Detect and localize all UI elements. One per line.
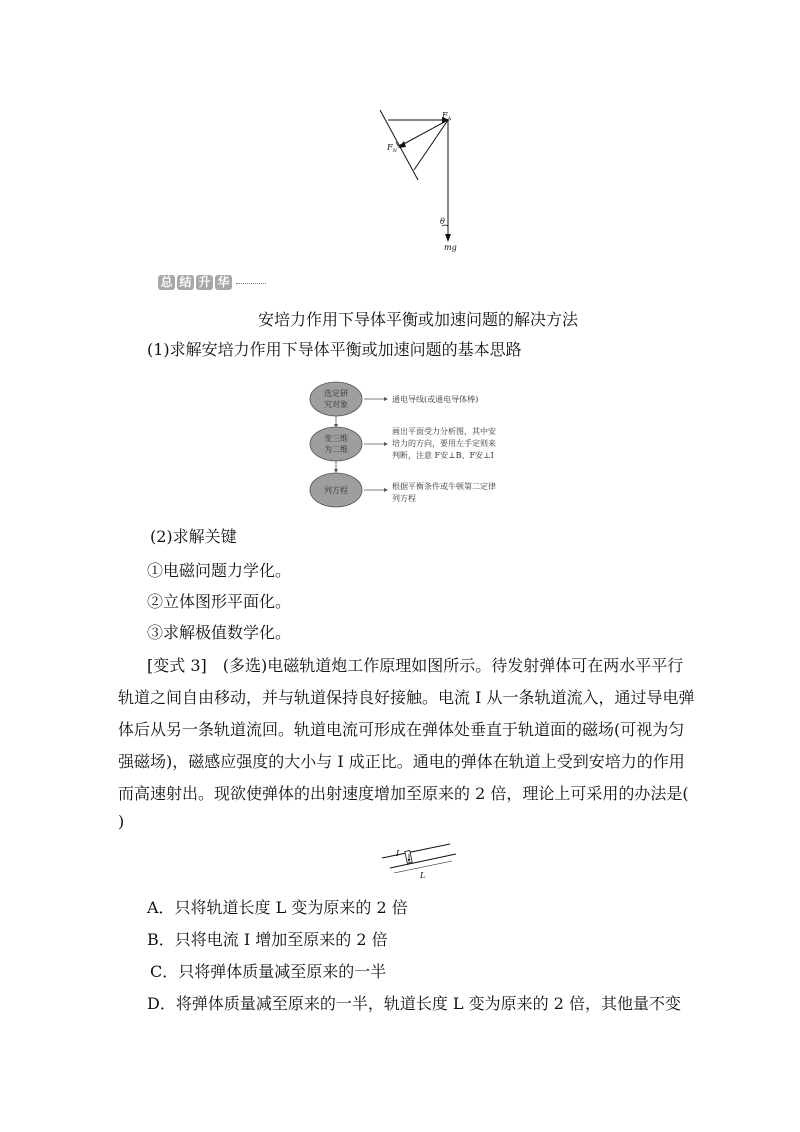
- badge-dots: [236, 283, 266, 284]
- key-2: ②立体图形平面化。: [147, 592, 292, 611]
- flowchart: [308, 380, 548, 515]
- section-title: 安培力作用下导体平衡或加速问题的解决方法: [258, 310, 579, 329]
- flow-step-3: [310, 473, 362, 507]
- option-d[interactable]: D．将弹体质量减至原来的一半，轨道长度 L 变为原来的 2 倍，其他量不变: [147, 994, 681, 1013]
- fn-label: $F_N$: [387, 143, 397, 154]
- problem-line-5: 而高速射出。现欲使弹体的出射速度增加至原来的 2 倍，理论上可采用的办法是(: [118, 784, 689, 803]
- flow-arrowhead-right-2: [384, 442, 388, 446]
- flow-step-1: [310, 382, 362, 416]
- fn-vector: [400, 120, 448, 146]
- problem-line-2: 轨道之间自由移动，并与轨道保持良好接触。电流 I 从一条轨道流入，通过导电弹: [118, 688, 695, 707]
- problem-line-6: ): [118, 812, 125, 831]
- point-2: (2)求解关键: [150, 527, 237, 546]
- option-b[interactable]: B．只将电流 I 增加至原来的 2 倍: [147, 930, 388, 949]
- problem-line-1: [变式 3] (多选)电磁轨道炮工作原理如图所示。待发射弹体可在两水平平行: [147, 656, 684, 675]
- svg-text:培力的方向，要用左手定则来: 培力的方向，要用左手定则来: [392, 439, 496, 448]
- badge-char-1: 总: [158, 275, 175, 290]
- svg-text:列方程: 列方程: [324, 486, 348, 495]
- fa-label: $F_A$: [442, 111, 452, 122]
- mg-arrowhead: [445, 234, 451, 242]
- svg-text:判断，注意 F安⊥B、F安⊥I: 判断，注意 F安⊥B、F安⊥I: [392, 451, 494, 460]
- svg-text:究对象: 究对象: [324, 400, 348, 409]
- option-a[interactable]: A．只将轨道长度 L 变为原来的 2 倍: [147, 898, 408, 917]
- option-c[interactable]: C．只将弹体质量减至原来的一半: [150, 962, 387, 981]
- rail-bottom: [390, 854, 456, 868]
- flow-step-2: [310, 427, 362, 461]
- badge-char-4: 华: [215, 275, 232, 290]
- svg-text:根据平衡条件或牛顿第二定律: 根据平衡条件或牛顿第二定律: [392, 482, 496, 491]
- dashed-line: [414, 120, 448, 170]
- label-i: I: [396, 849, 400, 858]
- svg-text:列方程: 列方程: [392, 494, 416, 503]
- badge-char-3: 升: [196, 275, 213, 290]
- key-1: ①电磁问题力学化。: [147, 561, 292, 580]
- svg-text:变三维: 变三维: [324, 434, 348, 443]
- svg-text:选定研: 选定研: [324, 389, 348, 398]
- problem-line-3: 体后从另一条轨道流回。轨道电流可形成在弹体处垂直于轨道面的磁场(可视为匀: [118, 720, 685, 739]
- flow-note-2: [392, 426, 496, 461]
- flow-arrowhead-right-3: [384, 488, 388, 492]
- force-diagram: [370, 108, 470, 258]
- problem-line-4: 强磁场)，磁感应强度的大小与 I 成正比。通电的弹体在轨道上受到安培力的作用: [118, 752, 685, 771]
- flow-note-3: [392, 481, 496, 503]
- flow-arrowhead-right-1: [384, 397, 388, 401]
- badge-char-2: 结: [177, 275, 194, 290]
- key-3: ③求解极值数学化。: [147, 623, 292, 642]
- mg-label: mg: [444, 243, 457, 252]
- theta-label: θ: [440, 217, 445, 226]
- rail-diagram: [380, 842, 460, 882]
- summary-badge: [158, 275, 268, 291]
- label-l: L: [420, 871, 426, 880]
- svg-text:为二维: 为二维: [324, 445, 348, 454]
- flow-arrowhead-down-2: [334, 469, 338, 473]
- point-1: (1)求解安培力作用下导体平衡或加速问题的基本思路: [147, 340, 522, 359]
- rail-top: [382, 844, 450, 858]
- svg-text:画出平面受力分析图，其中安: 画出平面受力分析图，其中安: [392, 427, 496, 436]
- flow-note-1: 通电导线(或通电导体棒): [392, 395, 479, 404]
